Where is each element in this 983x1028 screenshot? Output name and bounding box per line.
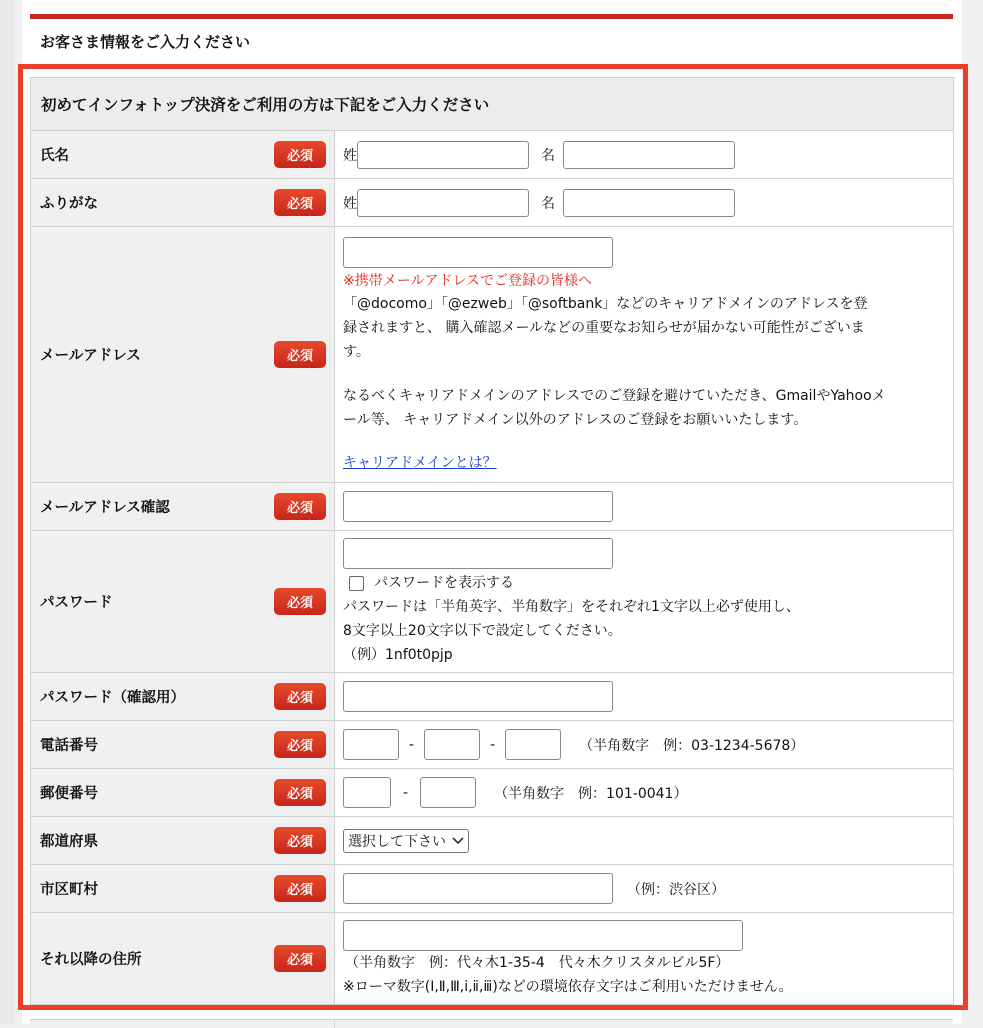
required-badge: 必須 bbox=[274, 189, 326, 216]
address-input[interactable] bbox=[343, 920, 743, 951]
show-password-label[interactable]: パスワードを表示する bbox=[374, 575, 514, 591]
phone-separator: - bbox=[409, 736, 415, 753]
city-row bbox=[31, 865, 954, 913]
email-input[interactable] bbox=[343, 237, 613, 268]
address-label: それ以降の住所 bbox=[40, 952, 142, 968]
password-example: （例）1nf0t0pjp bbox=[343, 647, 453, 663]
required-badge: 必須 bbox=[274, 827, 326, 854]
phone-part2-input[interactable] bbox=[424, 729, 480, 760]
phone-separator: - bbox=[490, 736, 496, 753]
first-name-input[interactable] bbox=[563, 141, 735, 169]
page-margin bbox=[0, 0, 14, 1024]
last-name-label: 姓 bbox=[343, 147, 357, 164]
show-password-checkbox[interactable] bbox=[349, 576, 364, 591]
first-name-label: 名 bbox=[541, 147, 555, 164]
required-badge: 必須 bbox=[274, 875, 326, 902]
required-badge: 必須 bbox=[274, 493, 326, 520]
carrier-note-line4: なるべくキャリアドメインのアドレスでのご登録を避けていただき、GmailやYahooメ bbox=[343, 388, 886, 404]
postal-part2-input[interactable] bbox=[420, 777, 476, 808]
name-label: 氏名 bbox=[40, 148, 69, 164]
phone-part1-input[interactable] bbox=[343, 729, 399, 760]
email-confirm-row bbox=[31, 483, 954, 531]
required-badge: 必須 bbox=[274, 945, 326, 972]
postal-part1-input[interactable] bbox=[343, 777, 391, 808]
required-badge: 必須 bbox=[274, 141, 326, 168]
carrier-note-line5: ール等、 キャリアドメイン以外のアドレスのご登録をお願いいたします。 bbox=[343, 412, 808, 428]
required-badge: 必須 bbox=[274, 341, 326, 368]
phone-label: 電話番号 bbox=[40, 738, 98, 754]
carrier-warning: ※携帯メールアドレスでご登録の皆様へ bbox=[343, 273, 593, 289]
carrier-note-line3: す。 bbox=[343, 344, 370, 360]
furigana-label: ふりがな bbox=[40, 196, 98, 212]
postal-label: 郵便番号 bbox=[40, 786, 98, 802]
required-badge: 必須 bbox=[274, 731, 326, 758]
postal-hint: （半角数字 例：101-0041） bbox=[494, 785, 688, 802]
form-caption: 初めてインフォトップ決済をご利用の方は下記をご入力ください bbox=[31, 78, 954, 131]
name-row bbox=[31, 131, 954, 179]
email-label: メールアドレス bbox=[40, 348, 141, 364]
required-badge: 必須 bbox=[274, 588, 326, 615]
email-row bbox=[31, 227, 954, 483]
last-name-kana-label: 姓 bbox=[343, 195, 357, 212]
address-hint: （半角数字 例：代々木1-35-4 代々木クリスタルビル5F） bbox=[345, 954, 730, 971]
postal-separator: - bbox=[403, 784, 409, 801]
chevron-down-icon bbox=[452, 837, 464, 845]
last-name-kana-input[interactable] bbox=[357, 189, 529, 217]
city-hint: （例：渋谷区） bbox=[627, 881, 725, 898]
city-label: 市区町村 bbox=[40, 882, 98, 898]
password-row bbox=[31, 531, 954, 673]
carrier-note-line1: 「@docomo」「@ezweb」「@softbank」などのキャリアドメインのアドレスを登 bbox=[343, 296, 868, 312]
prefecture-label: 都道府県 bbox=[40, 834, 98, 850]
address-warning: ※ローマ数字(Ⅰ,Ⅱ,Ⅲ,ⅰ,ⅱ,ⅲ)などの環境依存文字はご利用いただけません。 bbox=[343, 978, 793, 995]
prefecture-row bbox=[31, 817, 954, 865]
furigana-row bbox=[31, 179, 954, 227]
password-label: パスワード bbox=[40, 595, 113, 611]
password-input[interactable] bbox=[343, 538, 613, 569]
carrier-note-line2: 録されますと、 購入確認メールなどの重要なお知らせが届かない可能性がございま bbox=[343, 320, 865, 336]
customer-info-form bbox=[30, 77, 954, 1005]
prefecture-selected-value: 選択して下さい bbox=[348, 833, 446, 850]
email-confirm-input[interactable] bbox=[343, 491, 613, 522]
prefecture-select[interactable] bbox=[343, 829, 469, 853]
address-row bbox=[31, 913, 954, 1005]
last-name-input[interactable] bbox=[357, 141, 529, 169]
phone-part3-input[interactable] bbox=[505, 729, 561, 760]
postal-row bbox=[31, 769, 954, 817]
password-rule-line2: 8文字以上20文字以下で設定してください。 bbox=[343, 623, 622, 639]
password-confirm-row bbox=[31, 673, 954, 721]
first-name-kana-input[interactable] bbox=[563, 189, 735, 217]
carrier-domain-link[interactable]: キャリアドメインとは？ bbox=[343, 455, 497, 471]
password-rule-line1: パスワードは「半角英字、半角数字」をそれぞれ1文字以上必ず使用し、 bbox=[343, 599, 800, 615]
section-title: お客さま情報をご入力ください bbox=[30, 19, 953, 63]
required-badge: 必須 bbox=[274, 683, 326, 710]
phone-hint: （半角数字 例：03-1234-5678） bbox=[579, 737, 805, 754]
first-name-kana-label: 名 bbox=[541, 195, 555, 212]
email-confirm-label: メールアドレス確認 bbox=[40, 500, 170, 516]
required-badge: 必須 bbox=[274, 779, 326, 806]
password-confirm-label: パスワード（確認用） bbox=[40, 690, 185, 706]
city-input[interactable] bbox=[343, 873, 613, 904]
password-confirm-input[interactable] bbox=[343, 681, 613, 712]
phone-row bbox=[31, 721, 954, 769]
